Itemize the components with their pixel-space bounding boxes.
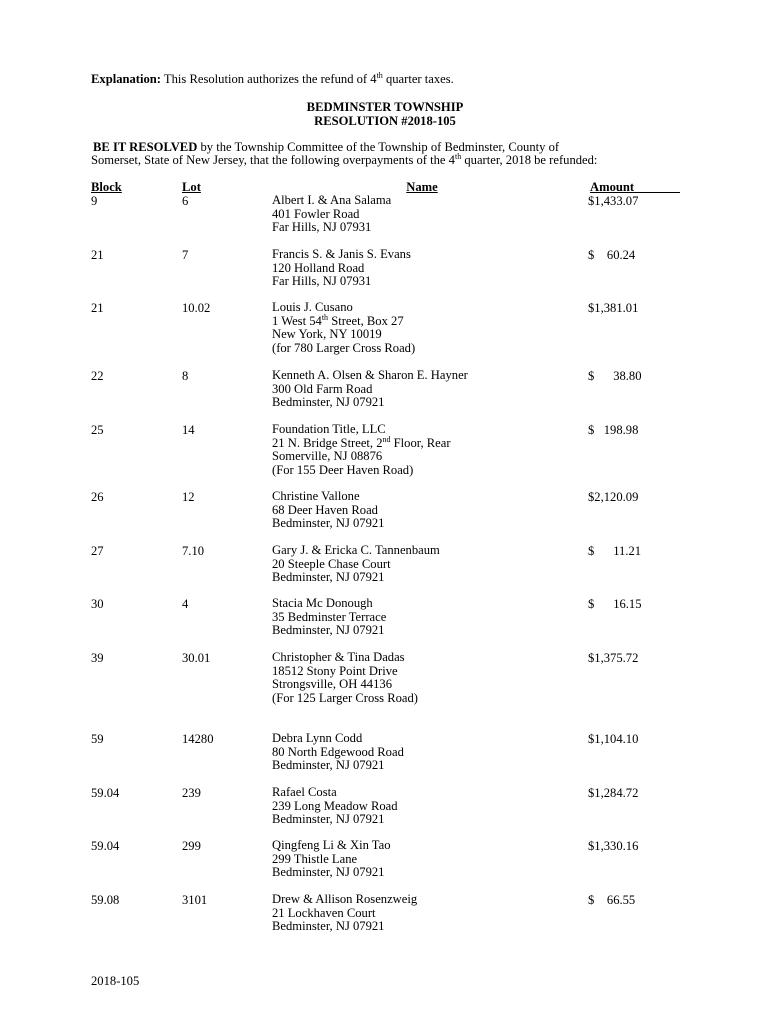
row-lot: 239 [182, 786, 201, 800]
row-lot: 299 [182, 839, 201, 853]
row-block: 59.04 [91, 839, 120, 853]
explanation-text-after: quarter taxes. [382, 72, 454, 86]
row-block: 59.04 [91, 786, 120, 800]
row-name: Stacia Mc Donough [272, 596, 373, 610]
row-name-address [272, 490, 384, 531]
row-amount: $ 16.15 [588, 597, 642, 611]
row-address-line: Bedminster, NJ 07921 [272, 919, 385, 933]
row-address-line: 18512 Stony Point Drive [272, 663, 398, 678]
header-rule [590, 192, 680, 193]
row-address-line: 35 Bedminster Terrace [272, 609, 387, 624]
row-block: 39 [91, 651, 104, 665]
row-amount: $1,381.01 [588, 301, 639, 315]
resolved-line2-after: quarter, 2018 be refunded: [461, 153, 598, 167]
row-address-line: 21 Lockhaven Court [272, 905, 376, 920]
row-amount: $ 38.80 [588, 369, 642, 383]
row-address-line: 20 Steeple Chase Court [272, 556, 391, 571]
row-amount: $ 60.24 [588, 248, 636, 262]
table-row [0, 248, 770, 308]
row-name-address [272, 423, 451, 477]
resolved-line-2 [91, 153, 597, 168]
row-lot: 7.10 [182, 544, 205, 558]
row-block: 59 [91, 732, 104, 746]
table-row [0, 194, 770, 254]
row-block: 26 [91, 490, 104, 504]
row-name: Albert I. & Ana Salama [272, 193, 392, 207]
row-name-address [272, 597, 386, 638]
row-name: Qingfeng Li & Xin Tao [272, 838, 391, 852]
row-lot: 8 [182, 369, 189, 383]
row-lot: 7 [182, 248, 189, 262]
row-address-line: Bedminster, NJ 07921 [272, 865, 385, 879]
table-row [0, 369, 770, 429]
row-amount: $1,330.16 [588, 839, 639, 853]
row-lot: 3101 [182, 893, 208, 907]
resolved-lead: BE IT RESOLVED [93, 140, 198, 154]
row-address-line: Bedminster, NJ 07921 [272, 395, 385, 409]
row-name-address [272, 248, 411, 289]
row-address-line: (For 125 Larger Cross Road) [272, 690, 418, 705]
row-name: Louis J. Cusano [272, 300, 353, 314]
row-amount: $1,375.72 [588, 651, 639, 665]
row-amount: $ 66.55 [588, 893, 636, 907]
table-row [0, 732, 770, 792]
table-row [0, 423, 770, 483]
row-name-address [272, 786, 398, 827]
row-name-address [272, 301, 415, 355]
row-name-address [272, 732, 404, 773]
row-lot: 14280 [182, 732, 214, 746]
row-address-line: (for 780 Larger Cross Road) [272, 340, 416, 355]
explanation-label: Explanation: [91, 72, 161, 86]
table-row [0, 893, 770, 953]
header-amount: Amount [590, 180, 635, 194]
row-lot: 10.02 [182, 301, 211, 315]
row-block: 9 [91, 194, 98, 208]
row-address-line: 239 Long Meadow Road [272, 798, 398, 813]
row-name-address [272, 369, 468, 410]
row-name: Francis S. & Janis S. Evans [272, 247, 411, 261]
row-address-line: 401 Fowler Road [272, 206, 360, 221]
header-name: Name [406, 180, 438, 194]
resolved-line1-rest: by the Township Committee of the Township of Bedminster, County of [197, 140, 560, 154]
title-line-1: BEDMINSTER TOWNSHIP [306, 100, 464, 114]
row-name: Christine Vallone [272, 489, 360, 503]
header-lot: Lot [182, 180, 201, 194]
row-name: Debra Lynn Codd [272, 731, 363, 745]
row-block: 22 [91, 369, 104, 383]
row-name: Rafael Costa [272, 785, 337, 799]
row-name-address [272, 893, 417, 934]
row-address-line: 300 Old Farm Road [272, 381, 373, 396]
row-block: 30 [91, 597, 104, 611]
title-line-2: RESOLUTION #2018-105 [314, 114, 456, 128]
resolved-line2-before: Somerset, State of New Jersey, that the following overpayments of the 4 [91, 153, 455, 167]
row-address-line: 21 N. Bridge Street, 2nd Floor, Rear [272, 434, 451, 450]
row-address-line: 120 Holland Road [272, 260, 365, 275]
row-address-line: Somerville, NJ 08876 [272, 449, 383, 463]
row-block: 27 [91, 544, 104, 558]
row-address-line: Far Hills, NJ 07931 [272, 274, 372, 288]
explanation-sup: th [376, 70, 383, 80]
explanation-line [91, 72, 454, 87]
row-name: Kenneth A. Olsen & Sharon E. Hayner [272, 368, 468, 382]
row-address-line: Bedminster, NJ 07921 [272, 812, 385, 826]
row-name: Christopher & Tina Dadas [272, 650, 405, 664]
row-address-line: (For 155 Deer Haven Road) [272, 462, 414, 477]
explanation-text-before: This Resolution authorizes the refund of 4 [161, 72, 377, 86]
resolved-line2-sup: th [454, 151, 462, 161]
row-address-line: Bedminster, NJ 07921 [272, 570, 385, 584]
row-name-address [272, 839, 391, 880]
row-address-line: Strongsville, OH 44136 [272, 677, 392, 691]
row-name: Drew & Allison Rosenzweig [272, 892, 418, 906]
row-block: 59.08 [91, 893, 120, 907]
table-row [0, 301, 770, 361]
row-amount: $1,104.10 [588, 732, 639, 746]
row-name-address [272, 651, 418, 705]
row-amount: $ 11.21 [588, 544, 642, 558]
row-lot: 12 [182, 490, 195, 504]
row-lot: 4 [182, 597, 189, 611]
row-lot: 6 [182, 194, 189, 208]
row-amount: $1,284.72 [588, 786, 639, 800]
row-block: 25 [91, 423, 104, 437]
row-address-line: 68 Deer Haven Road [272, 502, 378, 517]
row-address-line: Bedminster, NJ 07921 [272, 516, 385, 530]
row-name-address [272, 544, 440, 585]
row-name: Gary J. & Ericka C. Tannenbaum [272, 543, 440, 557]
row-amount: $1,433.07 [588, 194, 639, 208]
table-row [0, 839, 770, 899]
row-lot: 14 [182, 423, 195, 437]
table-row [0, 490, 770, 550]
row-address-line: Far Hills, NJ 07931 [272, 220, 372, 234]
table-row [0, 786, 770, 846]
row-address-line: 1 West 54th Street, Box 27 [272, 312, 404, 328]
row-address-line: 299 Thistle Lane [272, 851, 358, 866]
row-name-address [272, 194, 391, 235]
footer-code: 2018-105 [91, 974, 140, 988]
row-address-line: Bedminster, NJ 07921 [272, 623, 385, 637]
row-amount: $2,120.09 [588, 490, 639, 504]
row-address-line: New York, NY 10019 [272, 327, 382, 341]
header-block: Block [91, 180, 122, 194]
row-name: Foundation Title, LLC [272, 422, 386, 436]
row-amount: $ 198.98 [588, 423, 639, 437]
table-row [0, 597, 770, 657]
row-lot: 30.01 [182, 651, 211, 665]
row-block: 21 [91, 301, 104, 315]
row-address-line: Bedminster, NJ 07921 [272, 758, 385, 772]
row-address-line: 80 North Edgewood Road [272, 744, 404, 759]
table-row [0, 544, 770, 604]
row-block: 21 [91, 248, 104, 262]
table-row [0, 651, 770, 711]
